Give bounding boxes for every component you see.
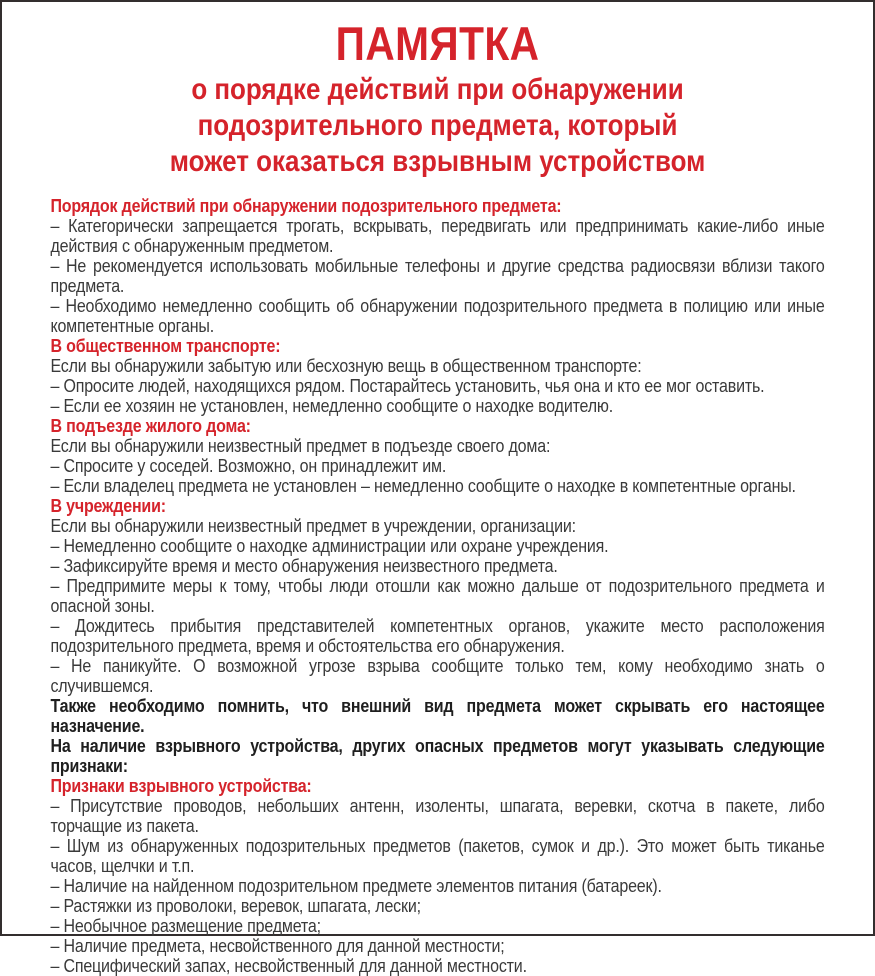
- list-item: – Дождитесь прибытия представителей компетентных органов, укажите место расположения подозрительного предмета, время и обстоятельства его обнаружения.: [50, 615, 825, 656]
- note-line: Также необходимо помнить, что внешний вид предмета может скрывать его настоящее назначение.: [50, 695, 825, 736]
- section-heading-public-transport: В общественном транспорте:: [50, 335, 281, 356]
- page-title: ПАМЯТКА: [335, 17, 540, 70]
- list-item: – Специфический запах, несвойственный для данной местности.: [50, 955, 527, 976]
- memo-header: [2, 2, 873, 180]
- list-item: – Присутствие проводов, небольших антенн, изоленты, шпагата, веревки, скотча в пакете, либо торчащие из пакета.: [50, 795, 825, 836]
- list-item: – Наличие предмета, несвойственного для данной местности;: [50, 935, 505, 956]
- list-item: – Растяжки из проволоки, веревок, шпагата, лески;: [50, 895, 421, 916]
- section-heading-device-signs: Признаки взрывного устройства:: [50, 775, 312, 796]
- section-heading-procedure: Порядок действий при обнаружении подозрительного предмета:: [50, 195, 562, 216]
- subtitle-line: подозрительного предмета, который: [197, 109, 678, 142]
- section-heading-apartment-entrance: В подъезде жилого дома:: [50, 415, 251, 436]
- list-item: – Опросите людей, находящихся рядом. Постарайтесь установить, чья она и кто ее мог оставить.: [50, 375, 765, 396]
- list-item: – Не рекомендуется использовать мобильные телефоны и другие средства радиосвязи вблизи такого предмета.: [50, 255, 825, 296]
- list-item: – Если владелец предмета не установлен – немедленно сообщите о находке в компетентные органы.: [50, 475, 796, 496]
- list-item: – Зафиксируйте время и место обнаружения неизвестного предмета.: [50, 555, 558, 576]
- note-line: На наличие взрывного устройства, других опасных предметов могут указывать следующие признаки:: [50, 735, 825, 776]
- page-subtitle: [2, 72, 873, 180]
- list-item: – Шум из обнаруженных подозрительных предметов (пакетов, сумок и др.). Это может быть тиканье часов, щелчки и т.п.: [50, 835, 825, 876]
- subtitle-line: о порядке действий при обнаружении: [191, 73, 684, 106]
- memo-body: [2, 196, 873, 976]
- section-intro: Если вы обнаружили забытую или бесхозную вещь в общественном транспорте:: [50, 355, 642, 376]
- section-intro: Если вы обнаружили неизвестный предмет в учреждении, организации:: [50, 515, 576, 536]
- section-heading-institution: В учреждении:: [50, 495, 166, 516]
- section-intro: Если вы обнаружили неизвестный предмет в подъезде своего дома:: [50, 435, 551, 456]
- list-item: – Необычное размещение предмета;: [50, 915, 321, 936]
- content-wrapper: [2, 2, 873, 976]
- list-item: – Не паникуйте. О возможной угрозе взрыва сообщите только тем, кому необходимо знать о случившемся.: [50, 655, 825, 696]
- list-item: – Категорически запрещается трогать, вскрывать, передвигать или предпринимать какие-либо иные действия с обнаруженным предметом.: [50, 215, 825, 256]
- list-item: – Если ее хозяин не установлен, немедленно сообщите о находке водителю.: [50, 395, 614, 416]
- list-item: – Спросите у соседей. Возможно, он принадлежит им.: [50, 455, 447, 476]
- list-item: – Наличие на найденном подозрительном предмете элементов питания (батареек).: [50, 875, 662, 896]
- list-item: – Немедленно сообщите о находке администрации или охране учреждения.: [50, 535, 609, 556]
- list-item: – Необходимо немедленно сообщить об обнаружении подозрительного предмета в полицию или иные компетентные органы.: [50, 295, 825, 336]
- list-item: – Предпримите меры к тому, чтобы люди отошли как можно дальше от подозрительного предмета и опасной зоны.: [50, 575, 825, 616]
- subtitle-line: может оказаться взрывным устройством: [169, 145, 706, 178]
